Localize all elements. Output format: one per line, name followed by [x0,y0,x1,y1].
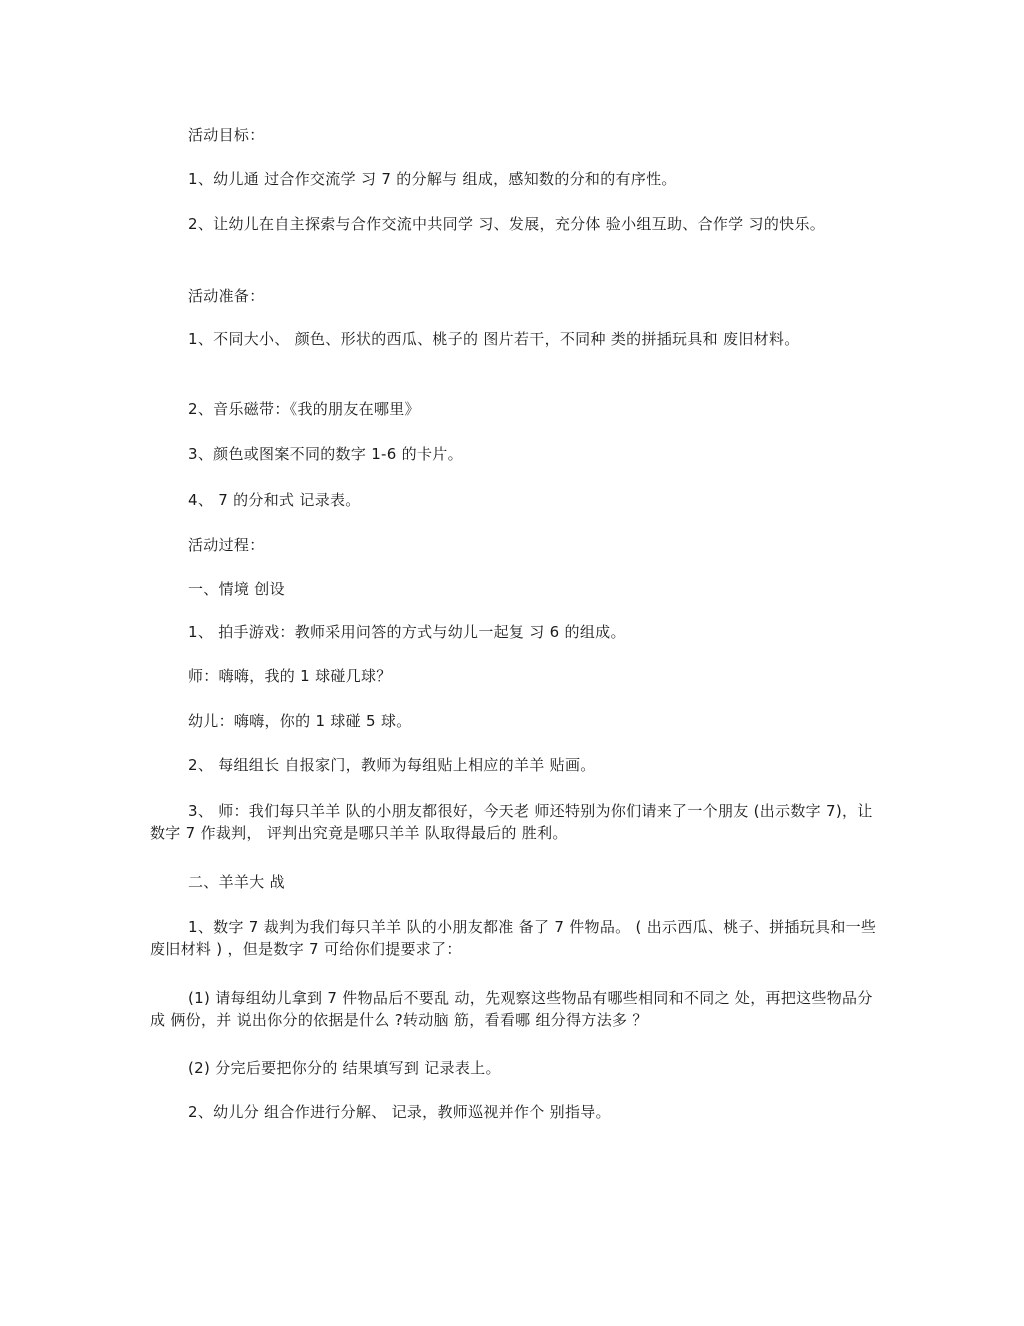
process-item-2: 2、 每组组长 自报家门，教师为每组贴上相应的羊羊 贴画。 [188,756,596,774]
subsection-heading-scenario: 一、情境 创设 [188,580,285,598]
preparation-item-3: 3、颜色或图案不同的数字 1-6 的卡片。 [188,445,463,463]
dialogue-teacher: 师：嗨嗨，我的 1 球碰几球？ [188,667,392,685]
preparation-item-4: 4、 7 的分和式 记录表。 [188,491,361,509]
subsection-heading-battle: 二、羊羊大 战 [188,873,285,891]
process-item-1: 1、 拍手游戏：教师采用问答的方式与幼儿一起复 习 6 的组成。 [188,623,626,641]
dialogue-child: 幼儿：嗨嗨，你的 1 球碰 5 球。 [188,712,412,730]
section-heading-goals: 活动目标： [188,126,265,144]
section-heading-process: 活动过程： [188,536,265,554]
goal-item-1: 1、幼儿通 过合作交流学 习 7 的分解与 组成，感知数的分和的有序性。 [188,170,677,188]
process-item-3: 3、 师：我们每只羊羊 队的小朋友都很好，今天老 师还特别为你们请来了一个朋友 (出示数字 7)，让数字 7 作裁判， 评判出究竟是哪只羊羊 队取得最后的 胜利。 [150,802,873,842]
preparation-item-2: 2、音乐磁带：《我的朋友在哪里》 [188,400,420,418]
goal-item-2: 2、让幼儿在自主探索与合作交流中共同学 习、发展，充分体 验小组互助、合作学 习的快乐。 [188,215,826,233]
preparation-item-1: 1、不同大小、 颜色、形状的西瓜、桃子的 图片若干，不同种 类的拼插玩具和 废旧材料。 [188,330,800,348]
battle-requirement-2: (2) 分完后要把你分的 结果填写到 记录表上。 [188,1059,501,1077]
battle-item-1: 1、数字 7 裁判为我们每只羊羊 队的小朋友都准 备了 7 件物品。 ( 出示西瓜、桃子、拼插玩具和一些 废旧材料 ) ，但是数字 7 可给你们提要求了： [150,918,877,958]
section-heading-preparation: 活动准备： [188,287,265,305]
battle-item-2: 2、幼儿分 组合作进行分解、 记录，教师巡视并作个 别指导。 [188,1103,611,1121]
battle-requirement-1: (1) 请每组幼儿拿到 7 件物品后不要乱 动，先观察这些物品有哪些相同和不同之 处，再把这些物品分成 俩份，并 说出你分的依据是什么 ?转动脑 筋，看看哪 组分得方法多 ？ [150,989,873,1029]
